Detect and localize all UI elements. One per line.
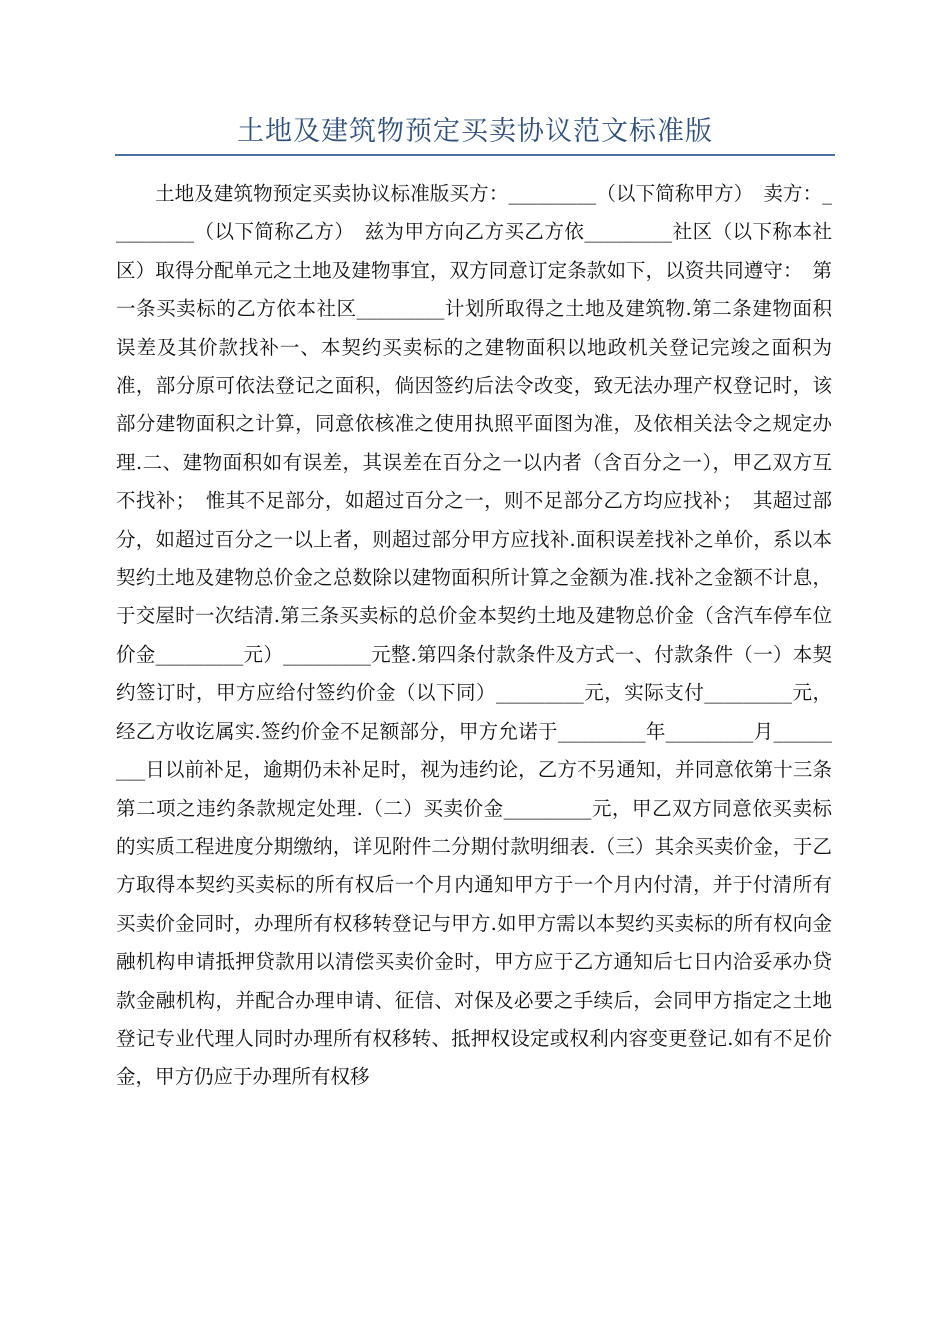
document-title: 土地及建筑物预定买卖协议范文标准版 (237, 116, 713, 147)
title-underline (115, 154, 835, 156)
document-body: 土地及建筑物预定买卖协议标准版买方：_________（以下简称甲方） 卖方：_________（以下简称乙方） 兹为甲方向乙方买乙方依_________社区（以下称本社区）取得分配单元之土地及建物事宜，双方同意订定条款如下，以资共同遵守： 第一条买卖标的乙方依本社区_________计划所取得之土地及建筑物.第二条建物面积误差及其价款找补一、本契约买卖标的之建物面积以地政机关登记完竣之面积为准，部分原可依法登记之面积，倘因签约后法令改变，致无法办理产权登记时，该部分建物面积之计算，同意依核准之使用执照平面图为准，及依相关法令之规定办理.二、建物面积如有误差，其误差在百分之一以内者（含百分之一），甲乙双方互不找补； 惟其不足部分，如超过百分之一，则不足部分乙方均应找补； 其超过部分，如超过百分之一以上者，则超过部分甲方应找补.面积误差找补之单价，系以本契约土地及建物总价金之总数除以建物面积所计算之金额为准.找补之金额不计息，于交屋时一次结清.第三条买卖标的总价金本契约土地及建物总价金（含汽车停车位价金_________元）_________元整.第四条付款条件及方式一、付款条件（一）本契约签订时，甲方应给付签约价金（以下同）_________元，实际支付_________元，经乙方收讫属实.签约价金不足额部分，甲方允诺于_________年_________月_________日以前补足，逾期仍未补足时，视为违约论，乙方不另通知，并同意依第十三条第二项之违约条款规定处理.（二）买卖价金_________元，甲乙双方同意依买卖标的实质工程进度分期缴纳，详见附件二分期付款明细表.（三）其余买卖价金，于乙方取得本契约买卖标的所有权后一个月内通知甲方于一个月内付清，并于付清所有买卖价金同时，办理所有权移转登记与甲方.如甲方需以本契约买卖标的所有权向金融机构申请抵押贷款用以清偿买卖价金时，甲方应于乙方通知后七日内洽妥承办贷款金融机构，并配合办理申请、征信、对保及必要之手续后，会同甲方指定之土地登记专业代理人同时办理所有权移转、抵押权设定或权利内容变更登记.如有不足价金，甲方仍应于办理所有权移 (116, 182, 832, 1089)
